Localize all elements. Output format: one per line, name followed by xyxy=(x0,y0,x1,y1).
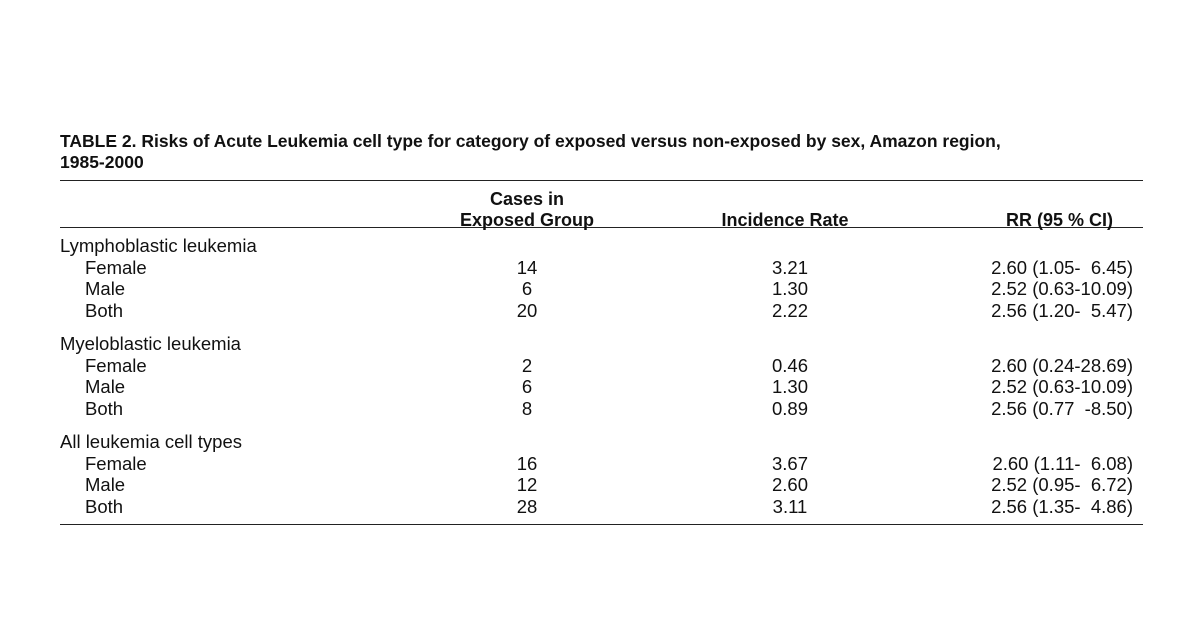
row-label: Male xyxy=(85,376,126,397)
table-body xyxy=(60,235,1143,517)
cases-cell: 6 xyxy=(521,278,533,299)
incidence-cell: 1.30 xyxy=(771,278,808,299)
bottom-rule xyxy=(60,524,1143,525)
row-label: Female xyxy=(85,452,147,474)
incidence-cell: 1.30 xyxy=(771,376,808,397)
cases-cell: 20 xyxy=(516,299,538,321)
cases-cell: 14 xyxy=(516,256,538,278)
incidence-cell: 2.22 xyxy=(771,299,808,321)
table-section xyxy=(60,431,1143,517)
table-header xyxy=(60,181,1143,230)
table-row xyxy=(60,474,1143,496)
header-cases-line-2: Exposed Group xyxy=(459,210,594,230)
section-title-row xyxy=(60,333,1143,355)
table-row xyxy=(60,300,1143,322)
rr-cell: 2.60 (1.05- 6.45) xyxy=(991,256,1133,278)
section-title-row xyxy=(60,431,1143,453)
cases-cell: 8 xyxy=(521,397,533,419)
rr-cell: 2.60 (1.11- 6.08) xyxy=(992,452,1133,474)
table-row xyxy=(60,278,1143,300)
incidence-cell: 0.89 xyxy=(771,397,808,419)
incidence-cell: 0.46 xyxy=(771,354,808,376)
caption-line-1: TABLE 2. Risks of Acute Leukemia cell type for category of exposed versus non-exposed by sex, Amazon region, xyxy=(60,131,1001,151)
row-label: Male xyxy=(85,474,126,495)
header-cases-line-1: Cases in xyxy=(489,189,565,209)
table-row xyxy=(60,355,1143,377)
rr-cell: 2.56 (1.35- 4.86) xyxy=(991,495,1133,517)
rr-cell: 2.56 (0.77 -8.50) xyxy=(991,397,1133,419)
row-label: Female xyxy=(85,256,147,278)
rr-cell: 2.56 (1.20- 5.47) xyxy=(991,299,1133,321)
row-label: Both xyxy=(85,495,124,517)
table-section xyxy=(60,235,1143,321)
table-row xyxy=(60,453,1143,475)
row-label: Female xyxy=(85,354,147,376)
table-row xyxy=(60,398,1143,420)
header-cases xyxy=(452,189,602,231)
table-row xyxy=(60,257,1143,279)
section-title: Lymphoblastic leukemia xyxy=(60,235,257,256)
cases-cell: 16 xyxy=(516,452,538,474)
cases-cell: 2 xyxy=(521,354,533,376)
section-title: Myeloblastic leukemia xyxy=(60,333,241,354)
table-section xyxy=(60,333,1143,419)
caption-line-2: 1985-2000 xyxy=(60,152,144,172)
row-label: Male xyxy=(85,278,126,299)
table-row xyxy=(60,496,1143,518)
incidence-cell: 3.67 xyxy=(771,452,808,474)
incidence-cell: 2.60 xyxy=(771,474,808,495)
rr-cell: 2.52 (0.95- 6.72) xyxy=(991,474,1133,495)
rr-cell: 2.52 (0.63-10.09) xyxy=(991,278,1133,299)
row-label: Both xyxy=(85,397,124,419)
rr-cell: 2.52 (0.63-10.09) xyxy=(991,376,1133,397)
incidence-cell: 3.11 xyxy=(772,495,808,517)
table-document xyxy=(60,131,1143,525)
incidence-cell: 3.21 xyxy=(771,256,808,278)
rr-cell: 2.60 (0.24-28.69) xyxy=(991,354,1133,376)
header-rr: RR (95 % CI) xyxy=(1005,210,1113,230)
cases-cell: 12 xyxy=(516,474,538,495)
table-caption xyxy=(60,131,1143,173)
section-title-row xyxy=(60,235,1143,257)
cases-cell: 6 xyxy=(521,376,533,397)
section-title: All leukemia cell types xyxy=(60,431,242,452)
table-row xyxy=(60,376,1143,398)
cases-cell: 28 xyxy=(516,495,538,517)
header-incidence: Incidence Rate xyxy=(721,210,849,230)
row-label: Both xyxy=(85,299,124,321)
